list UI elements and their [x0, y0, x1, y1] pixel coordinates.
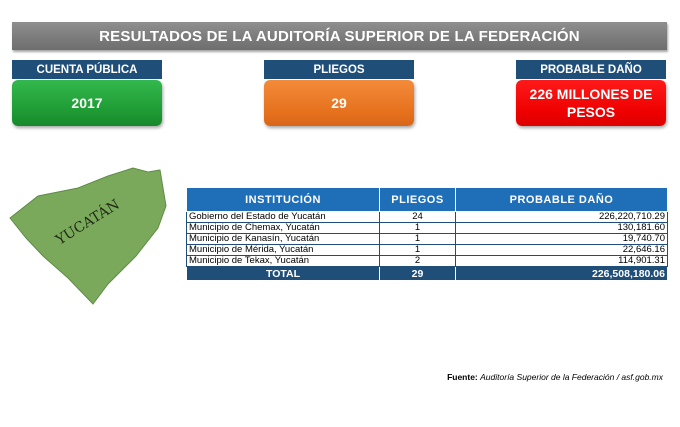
header-institucion: INSTITUCIÓN	[187, 188, 380, 212]
card-label-pliegos: PLIEGOS	[264, 60, 414, 79]
header-probable-dano: PROBABLE DAÑO	[456, 188, 668, 212]
page-title: RESULTADOS DE LA AUDITORÍA SUPERIOR DE LA FEDERACIÓN	[12, 22, 667, 50]
cell-institucion: Gobierno del Estado de Yucatán	[187, 212, 380, 223]
card-value-pliegos: 29	[264, 80, 414, 126]
cell-pliegos: 1	[380, 234, 456, 245]
table-row	[187, 245, 668, 256]
table-row	[187, 256, 668, 267]
table-row	[187, 234, 668, 245]
source-label: Fuente:	[447, 372, 478, 382]
cell-dano: 22,646.16	[456, 245, 668, 256]
yucatan-shape	[10, 168, 166, 304]
card-label-probable-dano: PROBABLE DAÑO	[516, 60, 666, 79]
results-table	[186, 187, 668, 281]
card-label-cuenta-publica: CUENTA PÚBLICA	[12, 60, 162, 79]
table-row	[187, 212, 668, 223]
yucatan-label: YUCATÁN	[53, 196, 123, 249]
header-pliegos: PLIEGOS	[380, 188, 456, 212]
card-value-cuenta-publica: 2017	[12, 80, 162, 126]
cell-pliegos: 1	[380, 245, 456, 256]
cell-institucion: Municipio de Tekax, Yucatán	[187, 256, 380, 267]
cell-pliegos: 24	[380, 212, 456, 223]
cell-institucion: Municipio de Mérida, Yucatán	[187, 245, 380, 256]
table-row	[187, 223, 668, 234]
cell-institucion: Municipio de Chemax, Yucatán	[187, 223, 380, 234]
cell-dano: 114,901.31	[456, 256, 668, 267]
cell-dano: 226,220,710.29	[456, 212, 668, 223]
table-total-row	[187, 267, 668, 281]
total-label: TOTAL	[187, 267, 380, 281]
yucatan-map	[8, 166, 168, 306]
total-pliegos: 29	[380, 267, 456, 281]
cell-pliegos: 1	[380, 223, 456, 234]
total-dano: 226,508,180.06	[456, 267, 668, 281]
cell-dano: 130,181.60	[456, 223, 668, 234]
cell-dano: 19,740.70	[456, 234, 668, 245]
table-header-row	[187, 188, 668, 212]
source-text: Auditoría Superior de la Federación / asf.gob.mx	[480, 372, 663, 382]
cell-institucion: Municipio de Kanasín, Yucatán	[187, 234, 380, 245]
card-value-probable-dano: 226 MILLONES DE PESOS	[516, 80, 666, 126]
source-note	[447, 372, 663, 382]
cell-pliegos: 2	[380, 256, 456, 267]
